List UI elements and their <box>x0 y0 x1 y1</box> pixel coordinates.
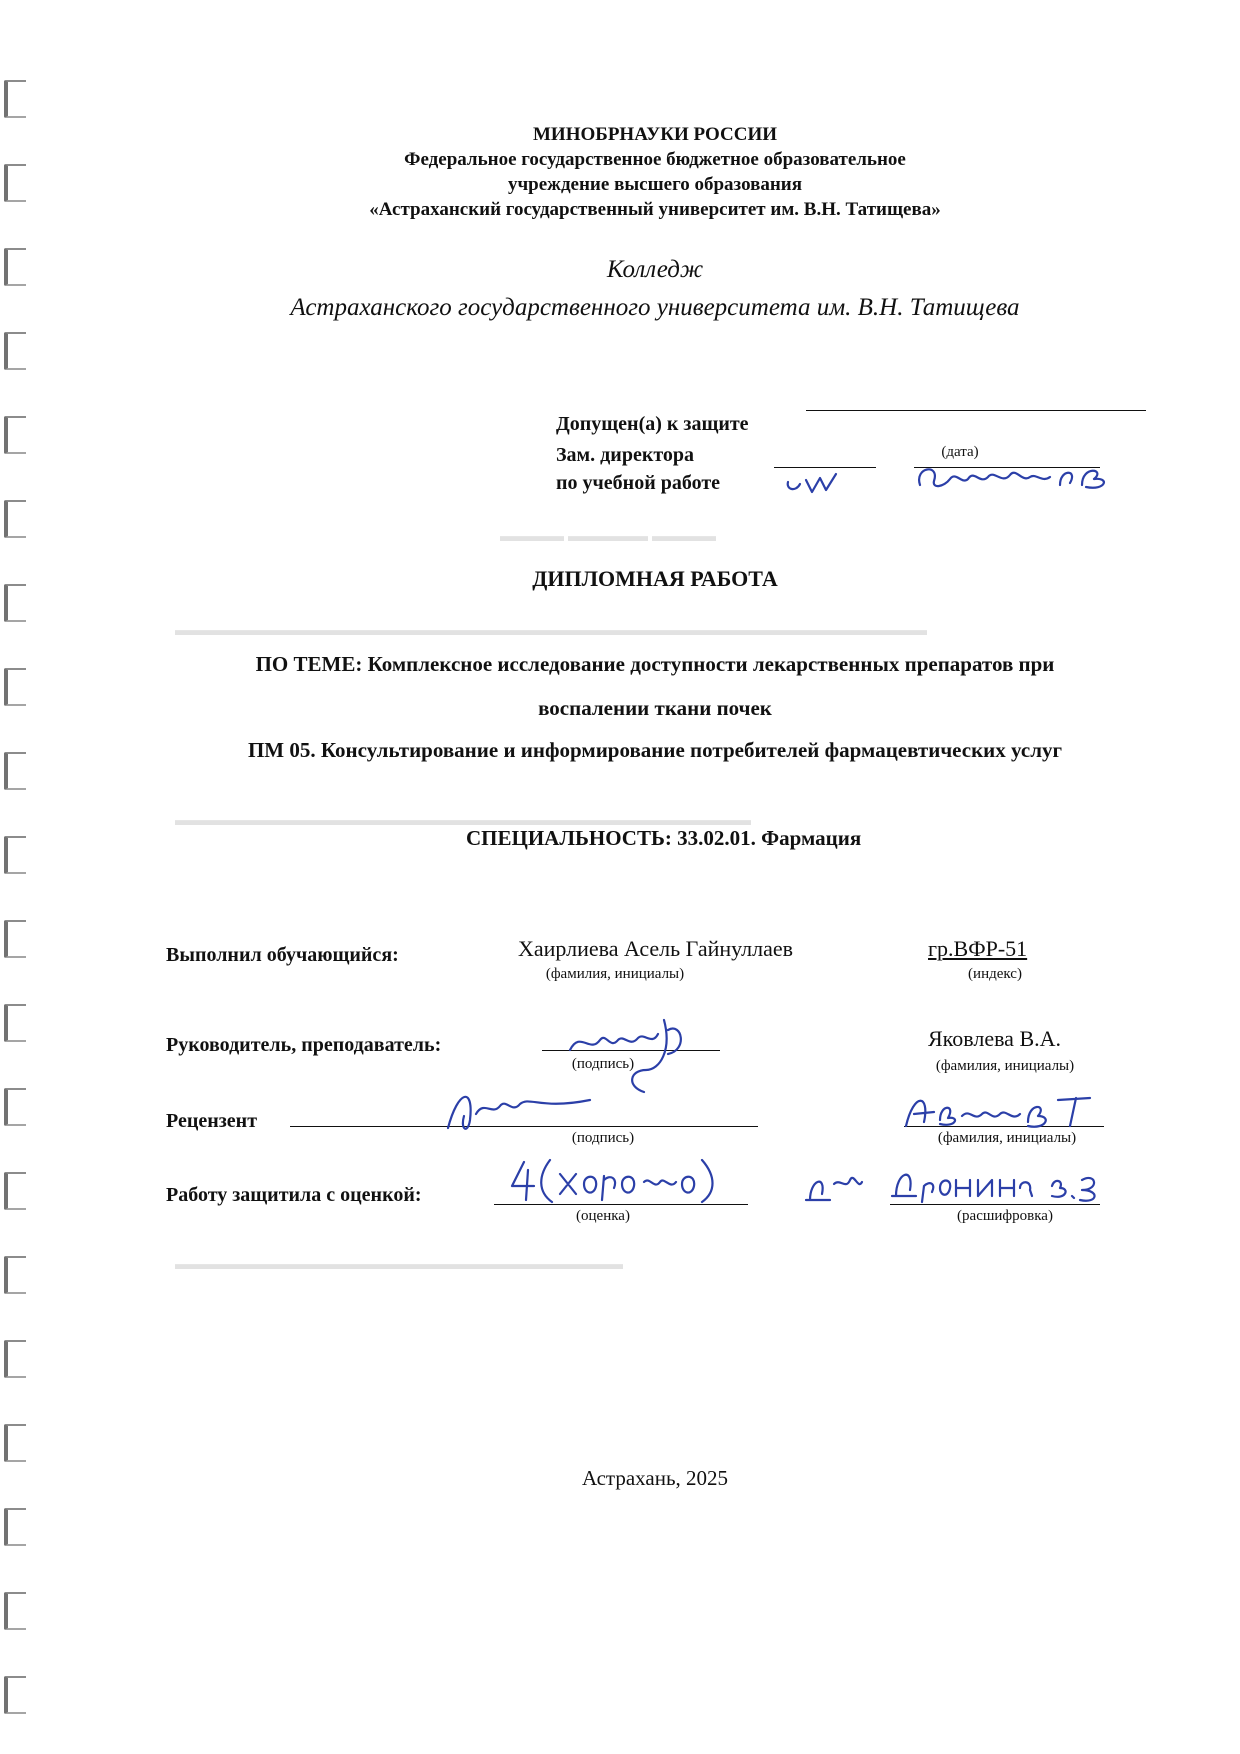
bleed-through: ▬▬▬▬ ▬▬▬▬▬ ▬▬▬▬ <box>500 528 716 545</box>
binding-tick <box>4 500 26 538</box>
student-group: гр.ВФР-51 <box>928 936 1028 961</box>
binding-tick <box>4 1424 26 1462</box>
student-group-caption: (индекс) <box>968 966 1022 982</box>
document-title: ДИПЛОМНАЯ РАБОТА <box>532 566 778 591</box>
date-line <box>806 410 1146 411</box>
module-line: ПМ 05. Консультирование и информирование потребителей фармацевтических услуг <box>247 738 1063 762</box>
institution-line-3: «Астраханский государственный университет им. В.Н. Татищева» <box>369 199 941 220</box>
deputy-signature-icon <box>780 462 860 502</box>
binding-tick <box>4 1340 26 1378</box>
deputy-name-handwriting-icon <box>910 455 1130 505</box>
specialty-line: СПЕЦИАЛЬНОСТЬ: 33.02.01. Фармация <box>466 826 862 850</box>
city-year: Астрахань, 2025 <box>581 1466 729 1490</box>
grade-handwriting-icon <box>504 1156 724 1206</box>
binding-tick <box>4 1676 26 1714</box>
binding-tick <box>4 1256 26 1294</box>
student-name-caption: (фамилия, инициалы) <box>545 966 685 982</box>
bleed-through: ▬▬▬▬▬▬▬▬▬▬▬▬▬▬▬▬▬▬▬▬▬▬▬▬▬▬▬▬ <box>175 1256 623 1273</box>
ministry-name: МИНОБРНАУКИ РОССИИ <box>532 124 778 145</box>
deputy-label-2: по учебной работе <box>556 472 721 494</box>
binding-tick <box>4 1004 26 1042</box>
decoding-caption: (расшифровка) <box>957 1208 1053 1224</box>
college-line-1: Колледж <box>606 256 704 283</box>
binding-tick <box>4 332 26 370</box>
supervisor-sign-caption: (подпись) <box>571 1056 635 1072</box>
reviewer-label: Рецензент <box>166 1110 258 1132</box>
reviewer-name-caption: (фамилия, инициалы) <box>937 1130 1077 1146</box>
student-name: Хаирлиева Асель Гайнуллаев <box>518 936 794 961</box>
reviewer-signature-icon <box>440 1080 600 1140</box>
bleed-through: ▬▬▬▬▬▬▬▬▬▬▬▬▬▬▬▬▬▬▬▬▬▬▬▬▬▬▬▬▬▬▬▬▬▬▬▬ <box>175 812 751 829</box>
grade-caption: (оценка) <box>576 1208 630 1224</box>
institution-line-1: Федеральное государственное бюджетное образовательное <box>404 149 906 170</box>
admitted-label: Допущен(а) к защите <box>556 413 749 435</box>
reviewer-name-handwriting-icon <box>900 1086 1100 1136</box>
binding-tick <box>4 416 26 454</box>
supervisor-name: Яковлева В.А. <box>928 1026 1062 1051</box>
college-line-2: Астраханского государственного университета им. В.Н. Татищева <box>290 294 1020 321</box>
defense-label: Работу защитила с оценкой: <box>166 1184 422 1206</box>
student-label: Выполнил обучающийся: <box>166 944 399 966</box>
bleed-through: ▬▬▬▬▬▬▬▬▬▬▬▬▬▬▬▬▬▬▬▬▬▬▬▬▬▬▬▬▬▬▬▬▬▬▬▬▬▬▬▬▬▬▬▬▬▬▬ <box>175 622 927 639</box>
binding-tick <box>4 920 26 958</box>
binding-tick <box>4 1172 26 1210</box>
institution-line-2: учреждение высшего образования <box>507 174 803 195</box>
reviewer-sign-caption: (подпись) <box>571 1130 635 1146</box>
defense-signature-icon <box>800 1160 870 1210</box>
binding-tick <box>4 1592 26 1630</box>
deputy-label: Зам. директора <box>556 444 695 466</box>
decoding-handwriting-icon <box>886 1156 1156 1210</box>
binding-tick <box>4 1508 26 1546</box>
supervisor-label: Руководитель, преподаватель: <box>166 1034 442 1056</box>
topic-line-2: воспалении ткани почек <box>538 696 772 720</box>
binding-tick <box>4 836 26 874</box>
supervisor-name-caption: (фамилия, инициалы) <box>935 1058 1075 1074</box>
binding-tick <box>4 1088 26 1126</box>
date-caption: (дата) <box>941 444 979 460</box>
binding-tick <box>4 80 26 118</box>
topic-line-1: ПО ТЕМЕ: Комплексное исследование доступности лекарственных препаратов при <box>255 652 1055 676</box>
